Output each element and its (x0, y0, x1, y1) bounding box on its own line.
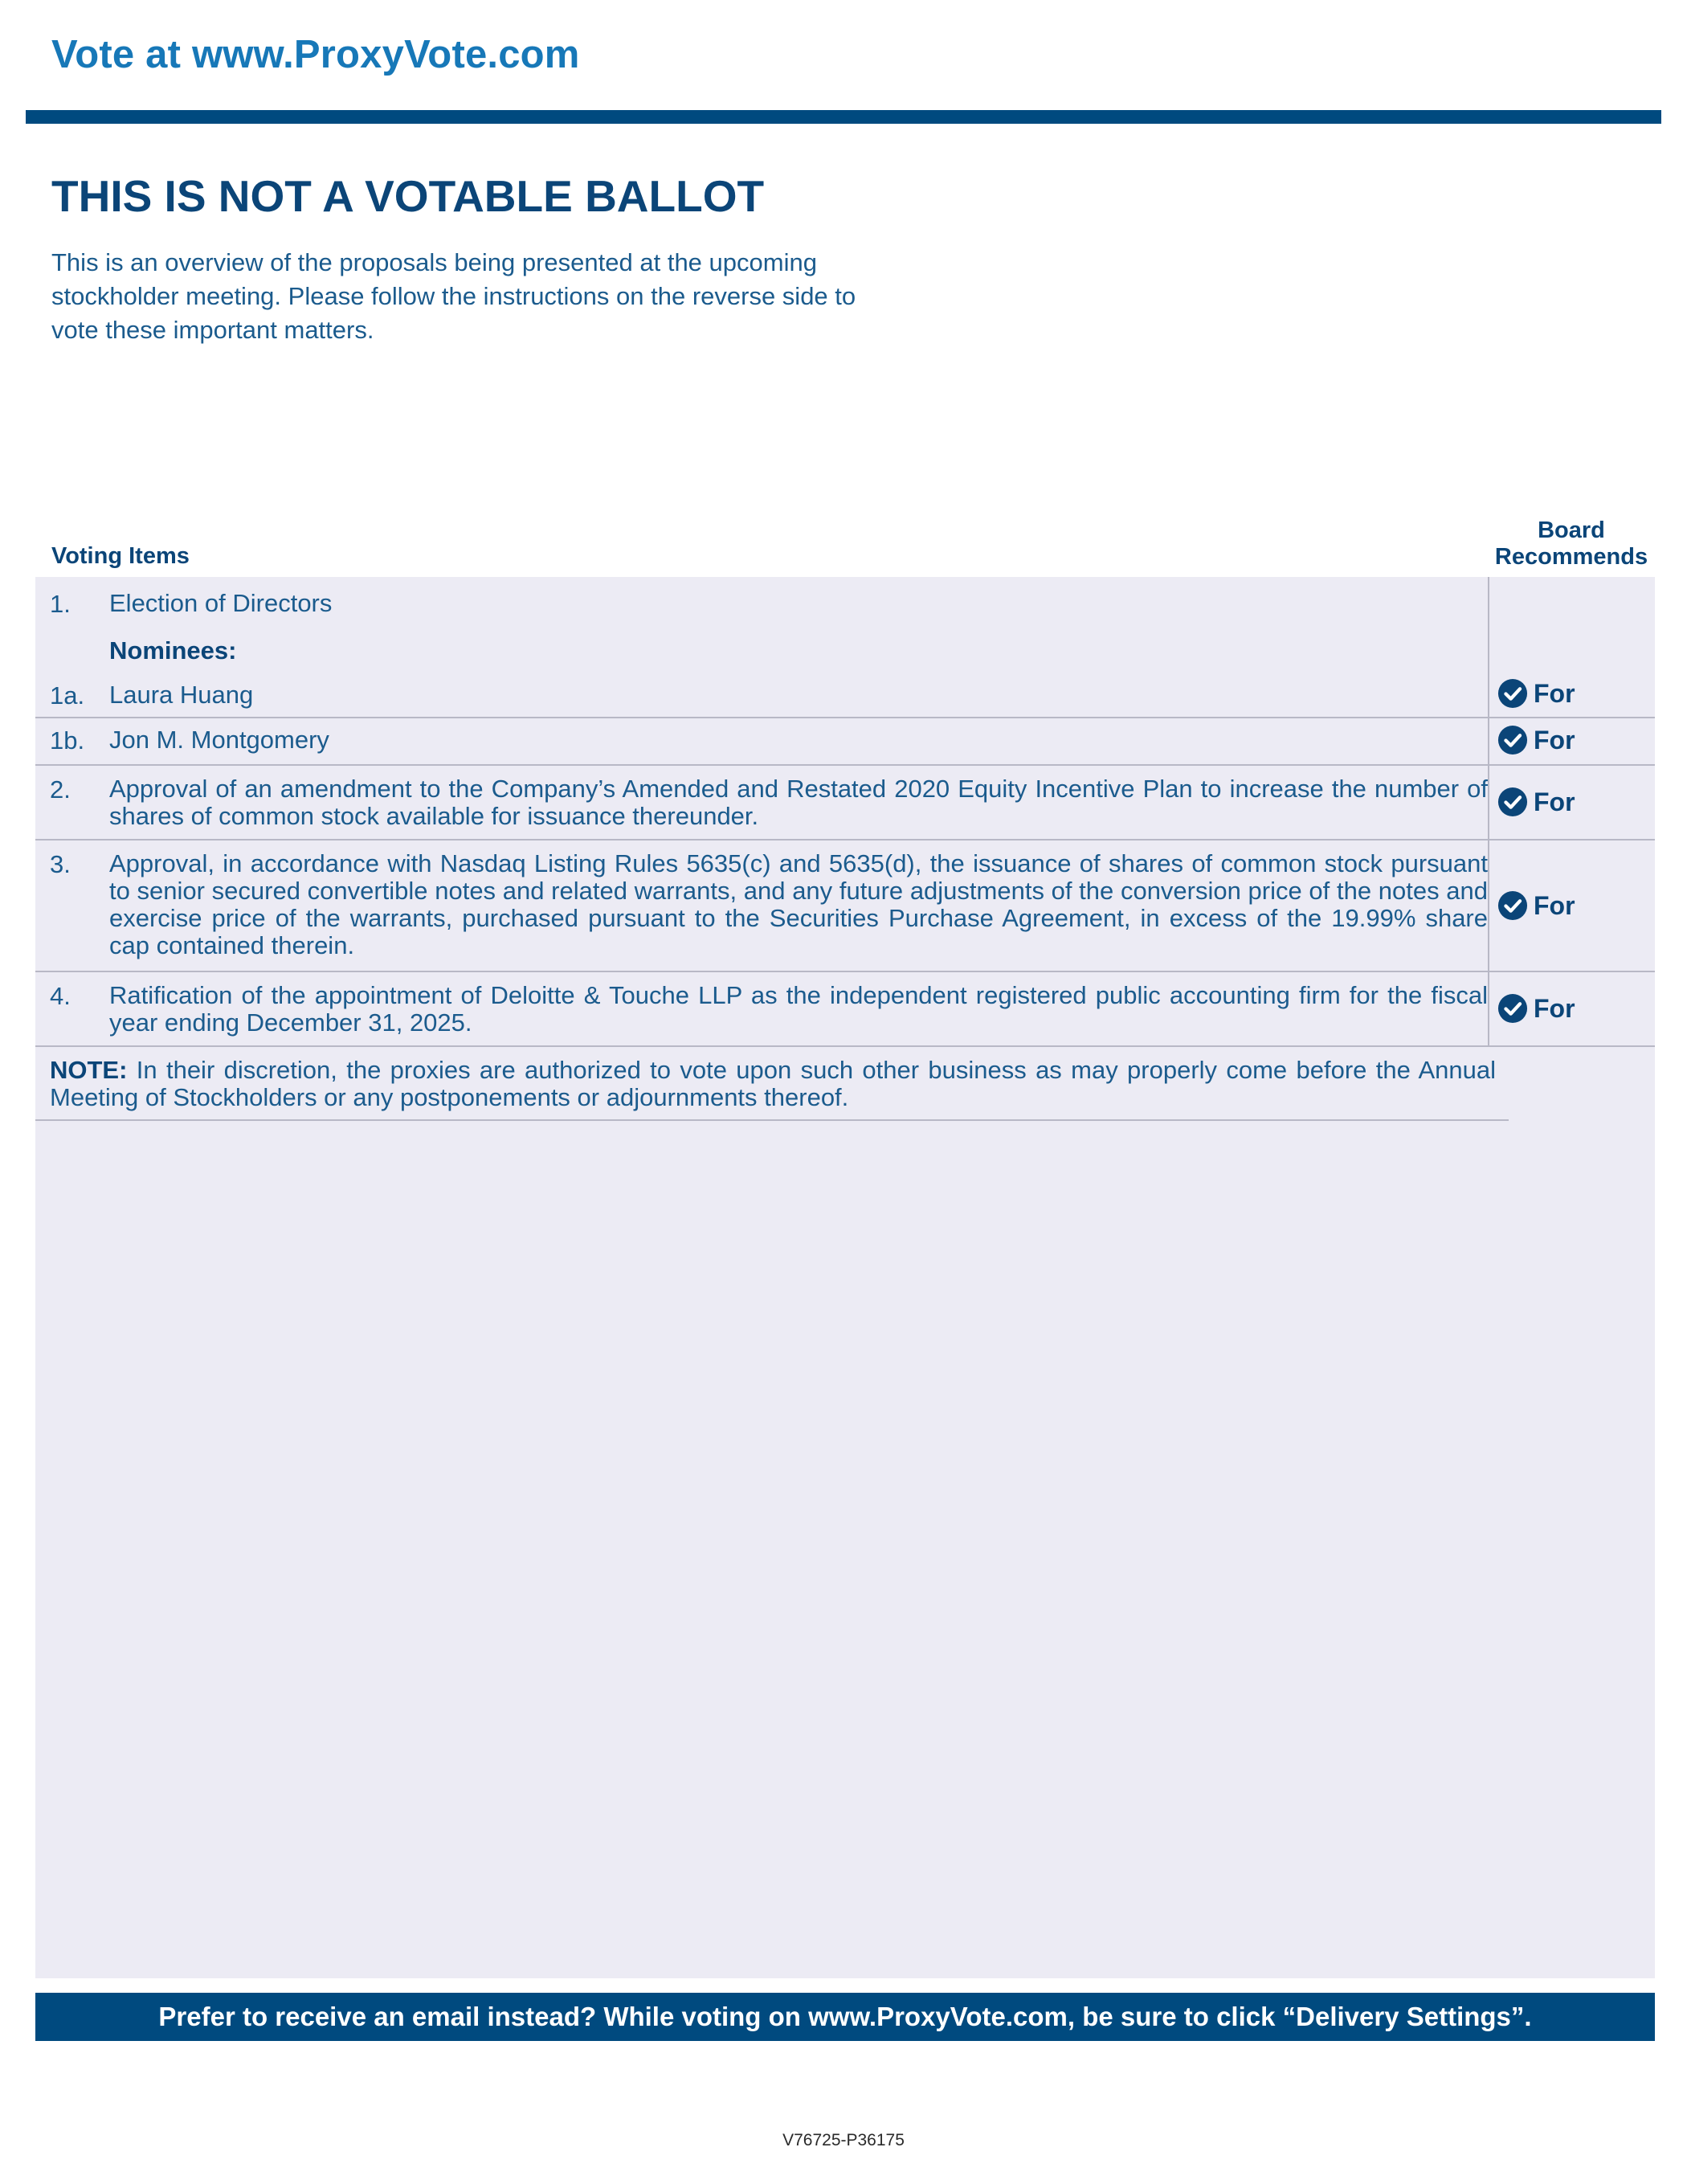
recommendation (1497, 993, 1575, 1024)
item-number: 4. (50, 982, 71, 1010)
board-recommends-header (1478, 517, 1665, 571)
note-text (35, 1047, 1509, 1121)
item-text: Ratification of the appointment of Deloitte & Touche LLP as the independent registered public accounting firm for the fiscal year ending December 31, 2025. (109, 981, 1488, 1037)
recommendation-label: For (1534, 725, 1575, 755)
intro-text: This is an overview of the proposals being presented at the upcoming stockholder meeting. Please follow the instructions on the reverse side to vote these important matters. (51, 248, 856, 344)
item-number: 3. (50, 850, 71, 878)
board-recommends-line2: Recommends (1494, 544, 1648, 570)
table-row (35, 718, 1655, 766)
check-circle-icon (1497, 787, 1528, 817)
note-label: NOTE: (50, 1056, 128, 1084)
recommendation-cell (1488, 718, 1655, 764)
item-number: 1b. (50, 726, 85, 755)
page-title: THIS IS NOT A VOTABLE BALLOT (51, 171, 765, 221)
recommendation (1497, 678, 1575, 709)
item-text: Approval, in accordance with Nasdaq Listing Rules 5635(c) and 5635(d), the issuance of shares of common stock pursuant to senior secured convertible notes and related warrants, and any future adjustments of the conversion price of the notes and exercise price of the warrants, purchased pursuant to the Securities Purchase Agreement, in excess of the 19.99% share cap contained therein. (109, 849, 1488, 959)
check-circle-icon (1497, 725, 1528, 755)
header-rule (26, 110, 1661, 124)
recommendation (1497, 890, 1575, 921)
recommendation-cell (1488, 766, 1655, 839)
recommendation-label: For (1534, 787, 1575, 816)
nominees-label: Nominees: (109, 636, 237, 665)
check-circle-icon (1497, 890, 1528, 921)
recommendation-label: For (1534, 678, 1575, 708)
voting-items-header: Voting Items (51, 543, 190, 569)
item-number: 1. (50, 590, 71, 618)
table-row (35, 972, 1655, 1047)
check-circle-icon (1497, 993, 1528, 1024)
table-row-election (35, 577, 1655, 718)
check-circle-icon (1497, 678, 1528, 709)
voting-table (35, 577, 1655, 1121)
board-recommends-line1: Board (1538, 517, 1605, 543)
email-delivery-banner (35, 1993, 1655, 2041)
item-text: Jon M. Montgomery (109, 726, 329, 754)
note-body: In their discretion, the proxies are authorized to vote upon such other business as may properly come before the Annual Meeting of Stockholders or any postponements or adjournments thereof. (50, 1056, 1496, 1111)
item-text: Approval of an amendment to the Company’s Amended and Restated 2020 Equity Incentive Plan to increase the number of shares of common stock available for issuance thereunder. (109, 775, 1488, 830)
table-row (35, 840, 1655, 972)
recommendation-label: For (1534, 890, 1575, 920)
recommendation (1497, 787, 1575, 817)
item-text: Election of Directors (109, 589, 333, 617)
document-id: V76725-P36175 (782, 2131, 905, 2149)
item-number: 2. (50, 775, 71, 804)
recommendation-label: For (1534, 993, 1575, 1023)
item-text: Laura Huang (109, 681, 254, 709)
recommendation-cell (1488, 577, 1655, 717)
recommendation (1497, 725, 1575, 755)
recommendation-cell (1488, 972, 1655, 1045)
item-number: 1a. (50, 681, 85, 710)
table-row (35, 766, 1655, 840)
recommendation-cell (1488, 840, 1655, 971)
proxyvote-link[interactable]: Vote at www.ProxyVote.com (51, 33, 580, 76)
banner-text: Prefer to receive an email instead? While voting on www.ProxyVote.com, be sure to click “Delivery Settings”. (158, 2002, 1532, 2031)
